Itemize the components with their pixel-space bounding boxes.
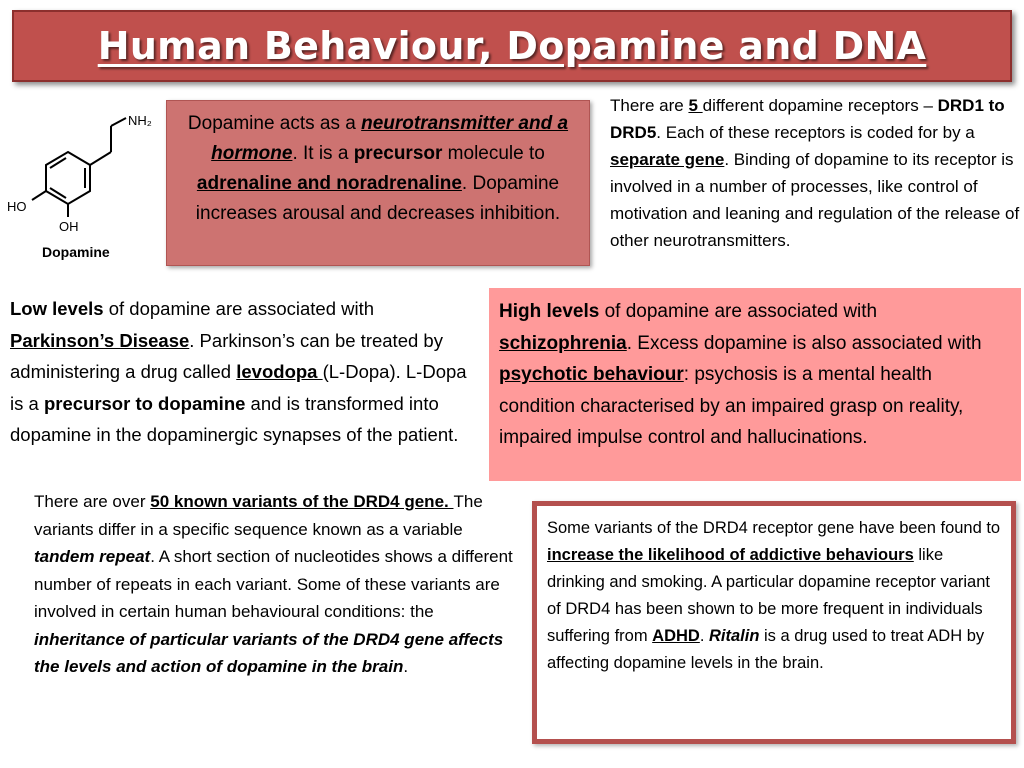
- nh2-label: NH₂: [128, 113, 152, 128]
- parkinsons-term: Parkinson’s Disease: [10, 329, 190, 351]
- text-span: of dopamine are associated with: [103, 298, 375, 319]
- receptor-range: DRD1 to DRD5: [610, 96, 1005, 142]
- ritalin-term: Ritalin: [709, 627, 760, 645]
- drd4-variants-paragraph: [34, 488, 524, 681]
- text-span: . A short section of nucleotides shows a different number of repeats in each variant. Some of these variants are involved in certain human behavioural conditions: the: [34, 547, 513, 621]
- text-span: . Each of these receptors is coded for by a: [656, 123, 975, 142]
- text-span: Some variants of the DRD4 receptor gene have been found to: [547, 519, 1001, 537]
- tandem-repeat-term: tandem repeat: [34, 547, 151, 566]
- dopamine-role-box: [166, 100, 590, 266]
- ho-label: HO: [7, 199, 27, 214]
- high-levels-term: High levels: [499, 301, 600, 322]
- dopamine-structure-diagram: [4, 100, 162, 268]
- text-span: and is transformed into dopamine in the dopaminergic synapses of the patient.: [10, 392, 459, 445]
- text-span: . Parkinson’s can be treated by administering a drug called: [10, 329, 443, 382]
- text-span: . Dopamine increases arousal and decreases inhibition.: [195, 173, 561, 224]
- receptor-count: 5: [688, 96, 703, 115]
- precursor-term: precursor: [353, 143, 443, 164]
- text-span: is a drug used to treat ADH by affecting dopamine levels in the brain.: [547, 627, 985, 672]
- inheritance-statement: inheritance of particular variants of the DRD4 gene affects the levels and action of dopamine in the brain: [34, 629, 504, 676]
- text-span: The variants differ in a specific sequence known as a variable: [34, 492, 483, 539]
- molecule-name-label: Dopamine: [42, 244, 110, 260]
- low-levels-term: Low levels: [10, 298, 104, 319]
- text-span: of dopamine are associated with: [599, 301, 878, 322]
- psychotic-behaviour-term: psychotic behaviour: [499, 364, 684, 385]
- text-span: There are: [610, 96, 689, 115]
- precursor-to-dopamine-term: precursor to dopamine: [43, 392, 246, 414]
- addictive-behaviours-term: increase the likelihood of addictive behaviours: [547, 546, 914, 564]
- text-span: Dopamine acts as a: [187, 113, 362, 134]
- text-span: : psychosis is a mental health condition characterised by an impaired grasp on reality, impaired impulse control and hallucinations.: [499, 364, 964, 448]
- drd4-variants-term: 50 known variants of the DRD4 gene.: [150, 492, 454, 511]
- text-span: .: [699, 627, 709, 645]
- adhd-term: ADHD: [652, 627, 700, 645]
- separate-gene-term: separate gene: [610, 150, 725, 169]
- receptors-paragraph: [610, 92, 1020, 254]
- text-span: . It is a: [292, 143, 354, 164]
- text-span: molecule to: [442, 143, 545, 164]
- high-levels-box: [489, 288, 1021, 481]
- schizophrenia-term: schizophrenia: [499, 332, 627, 354]
- adrenaline-term: adrenaline and noradrenaline: [196, 173, 462, 194]
- page-title: Human Behaviour, Dopamine and DNA: [97, 24, 927, 68]
- oh-label: OH: [59, 219, 79, 234]
- neurotransmitter-term: neurotransmitter and a hormone: [211, 113, 569, 164]
- text-span: .: [403, 657, 409, 676]
- low-levels-paragraph: [10, 293, 482, 451]
- text-span: . Excess dopamine is also associated with: [626, 332, 982, 354]
- addiction-box: [532, 501, 1016, 744]
- text-span: . Binding of dopamine to its receptor is involved in a number of processes, like control of motivation and leaning and regulation of the release of other neurotransmitters.: [610, 150, 1020, 250]
- title-banner: [12, 10, 1012, 82]
- text-span: (L-Dopa). L-Dopa is a: [10, 361, 467, 414]
- levodopa-term: levodopa: [236, 361, 323, 382]
- text-span: There are over: [34, 492, 151, 511]
- text-span: different dopamine receptors –: [702, 96, 938, 115]
- text-span: like drinking and smoking. A particular dopamine receptor variant of DRD4 has been shown to be more frequent in individuals suffering from: [547, 546, 990, 645]
